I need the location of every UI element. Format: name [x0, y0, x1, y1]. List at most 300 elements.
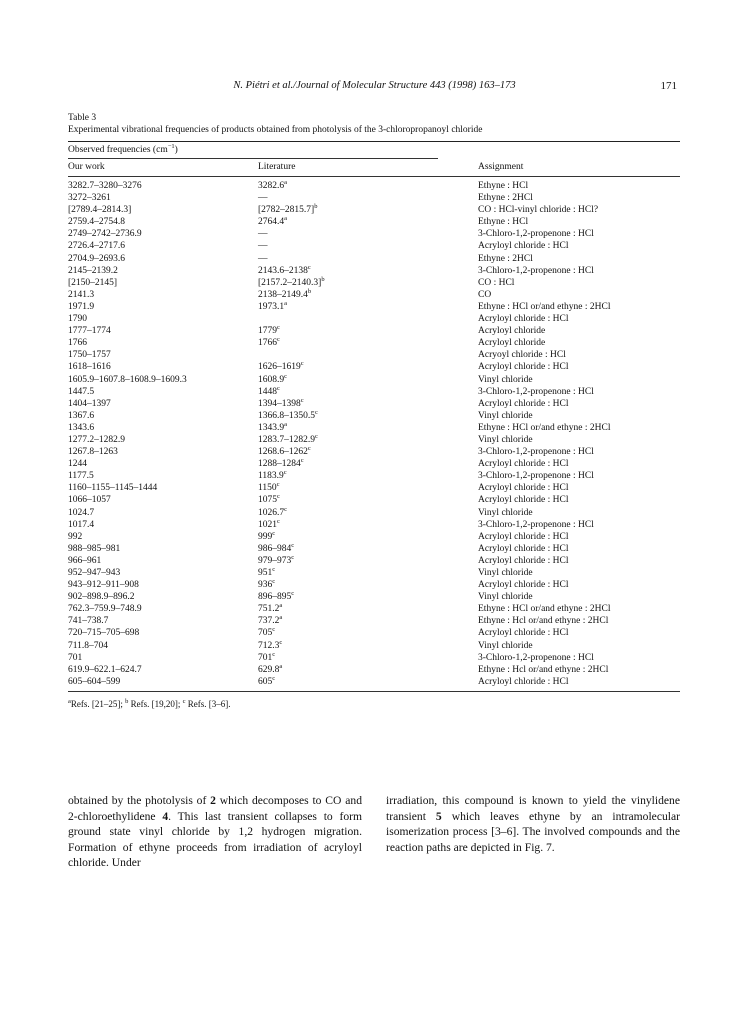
cell-our-work [68, 349, 258, 361]
reference-mark: b [321, 275, 325, 283]
cell-our-work-text: 988–985–981 [68, 543, 121, 554]
footnote-text: Refs. [19,20]; [128, 698, 183, 709]
cell-literature-text: 1394–1398 [258, 398, 301, 409]
cell-assignment [478, 204, 680, 216]
cell-our-work [68, 531, 258, 543]
cell-assignment [478, 301, 680, 313]
cell-our-work [68, 265, 258, 277]
cell-literature [258, 507, 478, 519]
table-row [68, 664, 680, 676]
table-label: Table 3 [68, 113, 97, 123]
cell-our-work-text: [2789.4–2814.3] [68, 205, 132, 216]
reference-mark: c [277, 384, 280, 392]
table-row [68, 446, 680, 458]
reference-mark: c [284, 505, 288, 513]
cell-assignment-text: Acryloyl chloride [478, 326, 546, 337]
cell-assignment-text: 3-Chloro-1,2-propenone : HCl [478, 229, 594, 240]
column-header-literature: Literature [258, 162, 296, 172]
group-header [68, 142, 680, 158]
table-row [68, 652, 680, 664]
compound-number: 4 [162, 809, 169, 823]
cell-assignment [478, 543, 680, 555]
cell-literature [258, 325, 478, 337]
cell-assignment-text: CO : HCl-vinyl chloride : HCl? [478, 205, 599, 216]
cell-our-work-text: 762.3–759.9–748.9 [68, 604, 142, 615]
cell-our-work [68, 216, 258, 228]
cell-our-work-text: 2141.3 [68, 289, 95, 300]
reference-mark: c [291, 553, 295, 561]
cell-literature-text: 1448 [258, 386, 277, 397]
cell-assignment [478, 470, 680, 482]
cell-assignment [478, 422, 680, 434]
cell-assignment [478, 361, 680, 373]
cell-assignment [478, 446, 680, 458]
cell-our-work-text: 2726.4–2717.6 [68, 241, 125, 252]
table-row [68, 591, 680, 603]
table-row [68, 361, 680, 373]
cell-assignment [478, 652, 680, 664]
cell-our-work [68, 494, 258, 506]
table-row [68, 410, 680, 422]
reference-mark: c [307, 263, 311, 271]
cell-literature [258, 240, 478, 252]
cell-literature-text: [2157.2–2140.3] [258, 277, 322, 288]
cell-assignment [478, 664, 680, 676]
cell-assignment [478, 603, 680, 615]
cell-assignment [478, 192, 680, 204]
table-row [68, 519, 680, 531]
reference-mark: c [272, 529, 276, 537]
cell-assignment-text: Vinyl chloride [478, 592, 533, 603]
cell-our-work [68, 422, 258, 434]
cell-assignment [478, 253, 680, 265]
table-row [68, 422, 680, 434]
frequency-table-body [68, 180, 680, 688]
page-number: 171 [660, 80, 677, 92]
cell-literature-text: 1150 [258, 483, 277, 494]
cell-our-work [68, 253, 258, 265]
cell-our-work-text: 902–898.9–896.2 [68, 592, 135, 603]
cell-literature [258, 410, 478, 422]
cell-literature [258, 627, 478, 639]
cell-literature-text: 1626–1619 [258, 362, 301, 373]
body-text [68, 793, 680, 871]
cell-literature-text: 705 [258, 628, 273, 639]
cell-our-work-text: 741–738.7 [68, 616, 109, 627]
cell-literature [258, 615, 478, 627]
group-header-text [68, 142, 438, 159]
reference-mark: c [315, 432, 318, 440]
reference-mark: c [272, 674, 276, 682]
cell-assignment-text: CO : HCl [478, 277, 515, 288]
cell-our-work-text: 1971.9 [68, 301, 95, 312]
table-row [68, 265, 680, 277]
cell-assignment [478, 627, 680, 639]
cell-assignment-text: Ethyne : HCl or/and ethyne : 2HCl [478, 301, 611, 312]
cell-literature-text: 1026.7 [258, 507, 285, 518]
footnote-text: Refs. [21–25]; [70, 698, 126, 709]
reference-mark: c [300, 457, 304, 465]
table-bottom-rule [68, 691, 680, 692]
cell-literature-text: [2782–2815.7] [258, 205, 315, 216]
cell-our-work [68, 228, 258, 240]
cell-our-work-text: 3272–3261 [68, 193, 111, 204]
body-text-run: . This last transient collapses to form ground state vinyl chloride by 1,2 hydrogen migration. Formation of ethyne proceeds from irradiation of acryloyl chloride. Under [68, 809, 363, 870]
cell-our-work [68, 301, 258, 313]
cell-literature-text: 896–895 [258, 592, 292, 603]
cell-assignment-text: Vinyl chloride [478, 434, 533, 445]
table-row [68, 543, 680, 555]
cell-our-work [68, 507, 258, 519]
cell-our-work-text: 619.9–622.1–624.7 [68, 664, 142, 675]
cell-literature [258, 676, 478, 688]
reference-mark: c [272, 578, 276, 586]
footnote-mark: b [125, 697, 129, 705]
reference-mark: c [291, 541, 295, 549]
cell-our-work [68, 470, 258, 482]
cell-literature [258, 216, 478, 228]
cell-assignment-text: Ethyne : 2HCl [478, 193, 533, 204]
cell-literature [258, 253, 478, 265]
cell-our-work [68, 603, 258, 615]
body-text-run: which decomposes to CO and 2-chloroethylidene [68, 794, 362, 823]
reference-mark: c [283, 469, 287, 477]
cell-assignment [478, 494, 680, 506]
reference-mark: c [272, 650, 276, 658]
cell-assignment [478, 386, 680, 398]
cell-our-work-text: 701 [68, 652, 83, 663]
cell-literature-text: — [258, 253, 268, 264]
cell-literature-text: 737.2 [258, 616, 280, 627]
cell-literature [258, 664, 478, 676]
running-title: N. Piétri et al./Journal of Molecular Structure 443 (1998) 163–173 [233, 80, 516, 91]
cell-literature-text: 986–984 [258, 543, 292, 554]
cell-our-work [68, 386, 258, 398]
cell-literature-text: 979–973 [258, 555, 292, 566]
cell-literature-text: 936 [258, 580, 273, 591]
cell-our-work-text: 1177.5 [68, 471, 94, 482]
footnote-mark: c [182, 697, 186, 705]
table-3 [68, 112, 680, 710]
cell-our-work [68, 555, 258, 567]
cell-literature [258, 422, 478, 434]
table-row [68, 434, 680, 446]
cell-literature-text: — [258, 193, 268, 204]
cell-literature [258, 519, 478, 531]
cell-literature [258, 313, 478, 325]
cell-literature-text: 1288–1284 [258, 459, 301, 470]
cell-assignment-text: Acryloyl chloride : HCl [478, 531, 569, 542]
cell-our-work-text: 2145–2139.2 [68, 265, 118, 276]
cell-literature [258, 458, 478, 470]
cell-our-work [68, 434, 258, 446]
table-row [68, 374, 680, 386]
reference-mark: c [277, 324, 280, 332]
cell-our-work-text: 1244 [68, 459, 87, 470]
cell-assignment [478, 240, 680, 252]
cell-our-work [68, 567, 258, 579]
group-header-sup: −1 [167, 143, 175, 150]
reference-mark: c [277, 493, 280, 501]
reference-mark: c [277, 517, 280, 525]
cell-assignment-text: 3-Chloro-1,2-propenone : HCl [478, 447, 594, 458]
cell-our-work-text: 1367.6 [68, 410, 95, 421]
running-head [0, 80, 749, 96]
reference-mark: c [276, 481, 280, 489]
cell-our-work [68, 277, 258, 289]
cell-assignment [478, 180, 680, 192]
cell-assignment [478, 277, 680, 289]
cell-literature-text: 1973.1 [258, 301, 285, 312]
reference-mark: a [284, 299, 288, 307]
table-row [68, 507, 680, 519]
table-row [68, 398, 680, 410]
cell-our-work-text: 1160–1155–1145–1444 [68, 483, 158, 494]
cell-our-work [68, 458, 258, 470]
table-row [68, 567, 680, 579]
cell-our-work-text: 711.8–704 [68, 640, 109, 651]
table-row [68, 204, 680, 216]
cell-literature-text: — [258, 241, 268, 252]
cell-our-work-text: 3282.7–3280–3276 [68, 181, 142, 191]
cell-assignment-text: CO [478, 289, 492, 300]
table-row [68, 640, 680, 652]
table-row [68, 192, 680, 204]
cell-our-work [68, 410, 258, 422]
cell-assignment-text: Acryloyl chloride : HCl [478, 483, 569, 494]
cell-assignment [478, 398, 680, 410]
cell-literature-text: 3282.6 [258, 181, 285, 191]
cell-literature-text: 2138–2149.4 [258, 289, 308, 300]
cell-literature [258, 204, 478, 216]
body-text-run: obtained by the photolysis of [68, 794, 211, 807]
cell-assignment [478, 507, 680, 519]
table-row [68, 555, 680, 567]
cell-assignment-text: Acryloyl chloride [478, 338, 546, 349]
reference-mark: c [272, 566, 276, 573]
cell-our-work-text: 1404–1397 [68, 398, 111, 409]
table-row [68, 579, 680, 591]
cell-literature-text: 1283.7–1282.9 [258, 434, 315, 445]
cell-literature-text: 1766 [258, 338, 277, 349]
cell-assignment-text: Vinyl chloride [478, 374, 533, 385]
cell-assignment-text: Acryloyl chloride : HCl [478, 362, 569, 373]
body-column-right [386, 793, 680, 871]
cell-assignment [478, 228, 680, 240]
cell-assignment-text: Vinyl chloride [478, 640, 533, 651]
body-text-run: irradiation, this compound is known to yield the vinylidene transient [386, 794, 680, 823]
cell-literature [258, 603, 478, 615]
cell-assignment-text: Acryloyl chloride : HCl [478, 628, 569, 639]
cell-our-work [68, 676, 258, 688]
cell-our-work-text: 952–947–943 [68, 568, 121, 578]
cell-assignment-text: Ethyne : HCl [478, 217, 529, 228]
footnote-mark: a [68, 697, 71, 705]
reference-mark: a [284, 420, 288, 428]
cell-our-work [68, 361, 258, 373]
cell-literature [258, 192, 478, 204]
cell-literature [258, 591, 478, 603]
cell-assignment-text: 3-Chloro-1,2-propenone : HCl [478, 471, 594, 482]
cell-assignment-text: Ethyne : HCl or/and ethyne : 2HCl [478, 604, 611, 615]
cell-assignment-text: Acryloyl chloride : HCl [478, 555, 569, 566]
reference-mark: c [272, 626, 276, 634]
header-rule [68, 176, 680, 177]
cell-our-work [68, 325, 258, 337]
cell-assignment-text: Acryloyl chloride : HCl [478, 314, 569, 325]
cell-assignment-text: Vinyl chloride [478, 568, 533, 578]
cell-literature-text: 1608.9 [258, 374, 285, 385]
cell-literature [258, 228, 478, 240]
cell-our-work [68, 640, 258, 652]
table-row [68, 531, 680, 543]
reference-mark: c [279, 638, 283, 646]
cell-assignment-text: Acryloyl chloride : HCl [478, 495, 569, 506]
reference-mark: c [300, 360, 304, 368]
table-footnote [68, 698, 680, 710]
cell-literature-text: 951 [258, 568, 273, 578]
cell-our-work [68, 446, 258, 458]
table-row [68, 313, 680, 325]
cell-assignment [478, 289, 680, 301]
table-row [68, 216, 680, 228]
reference-mark: b [307, 287, 312, 295]
cell-literature [258, 434, 478, 446]
cell-literature [258, 361, 478, 373]
cell-our-work [68, 240, 258, 252]
cell-assignment [478, 591, 680, 603]
cell-assignment-text: Acryloyl chloride : HCl [478, 398, 569, 409]
cell-assignment-text: 3-Chloro-1,2-propenone : HCl [478, 652, 594, 663]
table-row [68, 603, 680, 615]
reference-mark: a [279, 602, 283, 610]
cell-assignment [478, 555, 680, 567]
cell-literature-text: 1075 [258, 495, 277, 506]
cell-our-work [68, 374, 258, 386]
cell-our-work-text: 2704.9–2693.6 [68, 253, 125, 264]
table-row [68, 289, 680, 301]
cell-assignment [478, 216, 680, 228]
cell-literature [258, 289, 478, 301]
cell-literature [258, 265, 478, 277]
cell-literature [258, 470, 478, 482]
cell-literature-text: 1779 [258, 326, 277, 337]
cell-our-work-text: 1277.2–1282.9 [68, 434, 125, 445]
cell-our-work-text: 2749–2742–2736.9 [68, 229, 142, 240]
cell-literature [258, 337, 478, 349]
cell-literature-text: — [258, 229, 268, 240]
cell-assignment-text: Ethyne : HCl [478, 181, 529, 191]
cell-assignment [478, 676, 680, 688]
cell-literature [258, 349, 478, 361]
cell-assignment-text: Ethyne : 2HCl [478, 253, 533, 264]
cell-our-work [68, 180, 258, 192]
table-row [68, 494, 680, 506]
body-text-run: which leaves ethyne by an intramolecular isomerization process [3–6]. The involved compounds and the reaction paths are depicted in Fig. 7. [386, 809, 680, 854]
cell-literature [258, 482, 478, 494]
cell-literature [258, 640, 478, 652]
cell-literature-text: 2764.4 [258, 217, 285, 228]
cell-our-work [68, 652, 258, 664]
table-row [68, 386, 680, 398]
cell-assignment-text: 3-Chloro-1,2-propenone : HCl [478, 519, 594, 530]
table-row [68, 253, 680, 265]
frequency-table [68, 180, 680, 688]
table-row [68, 482, 680, 494]
cell-assignment-text: Acryloyl chloride : HCl [478, 459, 569, 470]
compound-number: 5 [435, 809, 442, 823]
cell-literature [258, 494, 478, 506]
cell-our-work [68, 289, 258, 301]
table-row [68, 627, 680, 639]
reference-mark: a [279, 614, 283, 622]
table-row [68, 337, 680, 349]
cell-literature [258, 567, 478, 579]
cell-our-work [68, 615, 258, 627]
cell-literature [258, 398, 478, 410]
cell-literature [258, 386, 478, 398]
table-row [68, 277, 680, 289]
cell-literature [258, 277, 478, 289]
cell-our-work-text: 1790 [68, 314, 87, 325]
cell-assignment-text: Acryloyl chloride : HCl [478, 241, 569, 252]
cell-assignment-text: Vinyl chloride [478, 410, 533, 421]
cell-our-work-text: 1766 [68, 338, 87, 349]
cell-our-work-text: 966–961 [68, 555, 102, 566]
cell-our-work-text: 1066–1057 [68, 495, 111, 506]
cell-assignment [478, 313, 680, 325]
cell-assignment-text: Ethyne : Hcl or/and ethyne : 2HCl [478, 616, 609, 627]
cell-literature [258, 180, 478, 192]
cell-our-work-text: 943–912–911–908 [68, 580, 139, 591]
cell-assignment [478, 615, 680, 627]
cell-literature-text: 2143.6–2138 [258, 265, 308, 276]
table-row [68, 180, 680, 192]
reference-mark: c [307, 445, 311, 453]
cell-literature-text: 1343.9 [258, 422, 285, 433]
cell-our-work-text: 1447.5 [68, 386, 95, 397]
cell-assignment-text: 3-Chloro-1,2-propenone : HCl [478, 265, 594, 276]
cell-literature [258, 301, 478, 313]
cell-literature [258, 374, 478, 386]
cell-our-work-text: 2759.4–2754.8 [68, 217, 125, 228]
table-row [68, 325, 680, 337]
column-headers [68, 158, 680, 176]
cell-assignment-text: Acryloyl chloride : HCl [478, 580, 569, 591]
cell-literature-text: 1366.8–1350.5 [258, 410, 315, 421]
cell-our-work [68, 627, 258, 639]
cell-our-work [68, 482, 258, 494]
cell-assignment-text: Acryloyl chloride : HCl [478, 543, 569, 554]
cell-our-work-text: 1267.8–1263 [68, 447, 118, 458]
cell-assignment-text: Ethyne : HCl or/and ethyne : 2HCl [478, 422, 611, 433]
reference-mark: c [291, 590, 295, 598]
table-caption: Experimental vibrational frequencies of products obtained from photolysis of the 3-chloropropanoyl chloride [68, 125, 483, 135]
table-row [68, 349, 680, 361]
body-column-left [68, 793, 362, 871]
cell-our-work-text: 605–604–599 [68, 676, 121, 687]
cell-literature [258, 652, 478, 664]
cell-our-work-text: 1750–1757 [68, 350, 111, 361]
group-header-main: Observed frequencies (cm [68, 145, 168, 155]
table-row [68, 458, 680, 470]
cell-literature-text: 605 [258, 676, 273, 687]
cell-our-work-text: 1017.4 [68, 519, 95, 530]
reference-mark: c [315, 408, 318, 416]
group-header-end: ) [174, 145, 178, 155]
cell-assignment [478, 519, 680, 531]
cell-assignment [478, 482, 680, 494]
